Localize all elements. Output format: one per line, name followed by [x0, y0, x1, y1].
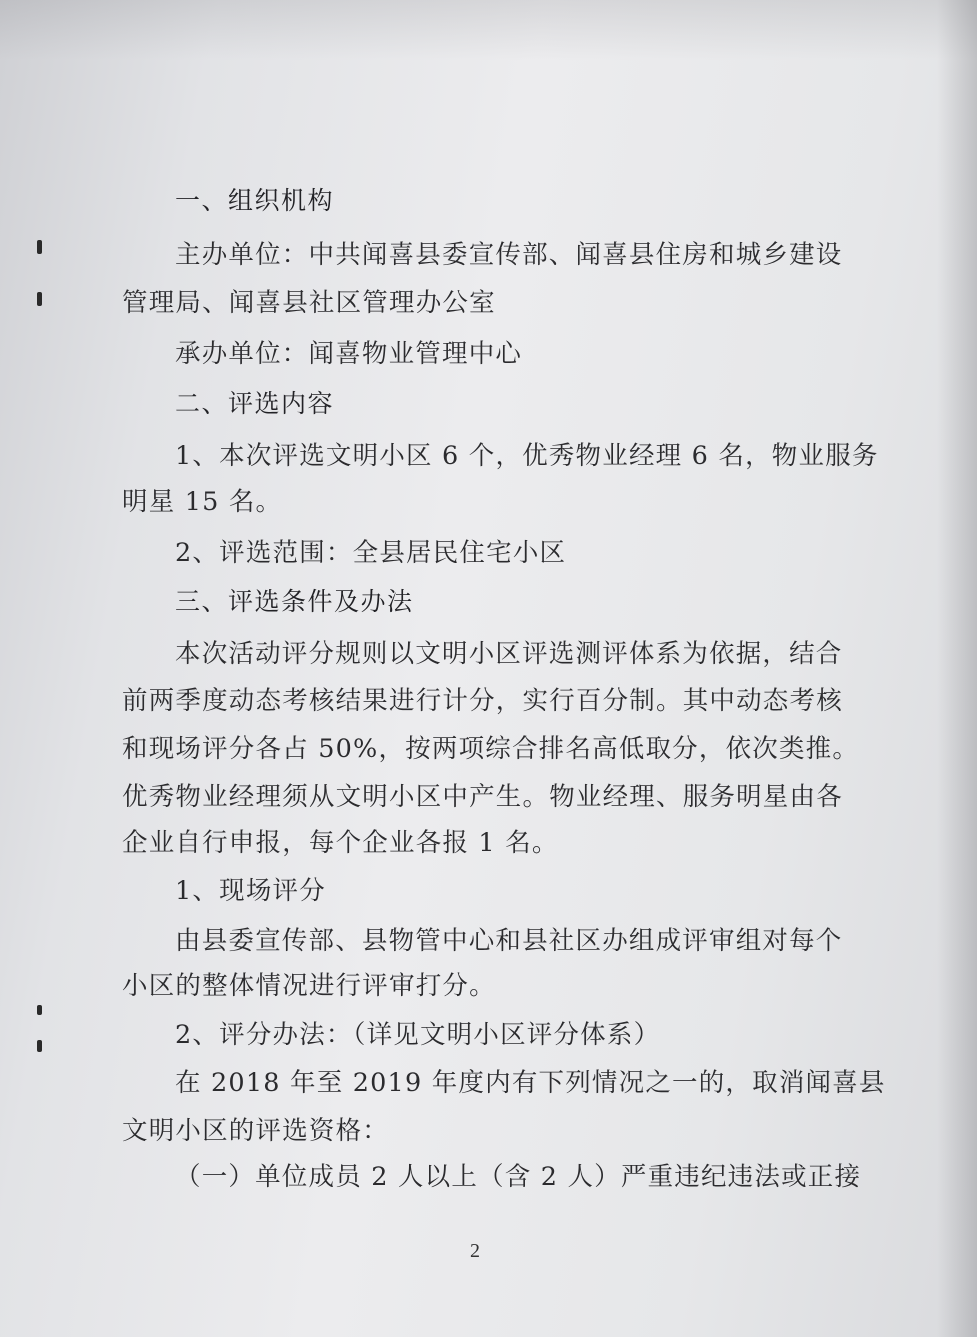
content-item-1-line-2: 明星 15 名。 — [122, 487, 283, 517]
host-units-line-2: 管理局、闻喜县社区管理办公室 — [122, 288, 496, 318]
section-heading-conditions: 三、评选条件及办法 — [175, 587, 414, 616]
paper-shadow-right — [937, 0, 977, 1337]
organizer-unit-line: 承办单位：闻喜物业管理中心 — [175, 339, 523, 369]
binding-hole-mark — [37, 292, 42, 306]
section-heading-organization: 一、组织机构 — [175, 186, 335, 215]
section-heading-content: 二、评选内容 — [175, 389, 335, 418]
conditions-paragraph-line-4: 优秀物业经理须从文明小区中产生。物业经理、服务明星由各 — [122, 782, 843, 812]
binding-hole-mark — [37, 240, 42, 254]
scoring-method-line-2: 文明小区的评选资格： — [122, 1116, 390, 1146]
scoring-method-line-1: 在 2018 年至 2019 年度内有下列情况之一的，取消闻喜县 — [175, 1068, 886, 1098]
page-number: 2 — [470, 1240, 480, 1262]
conditions-paragraph-line-5: 企业自行申报，每个企业各报 1 名。 — [122, 828, 559, 858]
content-item-2: 2、评选范围：全县居民住宅小区 — [175, 538, 567, 568]
subsection-heading-scoring-method: 2、评分办法：（详见文明小区评分体系） — [175, 1020, 661, 1050]
paper-shadow-top — [0, 0, 977, 60]
subsection-heading-onsite-scoring: 1、现场评分 — [175, 876, 326, 906]
onsite-scoring-line-1: 由县委宣传部、县物管中心和县社区办组成评审组对每个 — [175, 926, 843, 956]
onsite-scoring-line-2: 小区的整体情况进行评审打分。 — [122, 971, 496, 1001]
conditions-paragraph-line-1: 本次活动评分规则以文明小区评选测评体系为依据，结合 — [175, 639, 843, 669]
content-item-1-line-1: 1、本次评选文明小区 6 个，优秀物业经理 6 名，物业服务 — [175, 441, 879, 471]
binding-hole-mark — [37, 1005, 42, 1015]
conditions-paragraph-line-3: 和现场评分各占 50%，按两项综合排名高低取分，依次类推。 — [122, 734, 860, 764]
binding-hole-mark — [37, 1040, 42, 1052]
conditions-paragraph-line-2: 前两季度动态考核结果进行计分，实行百分制。其中动态考核 — [122, 686, 843, 716]
disqualification-item-1: （一）单位成员 2 人以上（含 2 人）严重违纪违法或正接 — [175, 1162, 862, 1192]
host-units-line-1: 主办单位：中共闻喜县委宣传部、闻喜县住房和城乡建设 — [175, 240, 843, 270]
